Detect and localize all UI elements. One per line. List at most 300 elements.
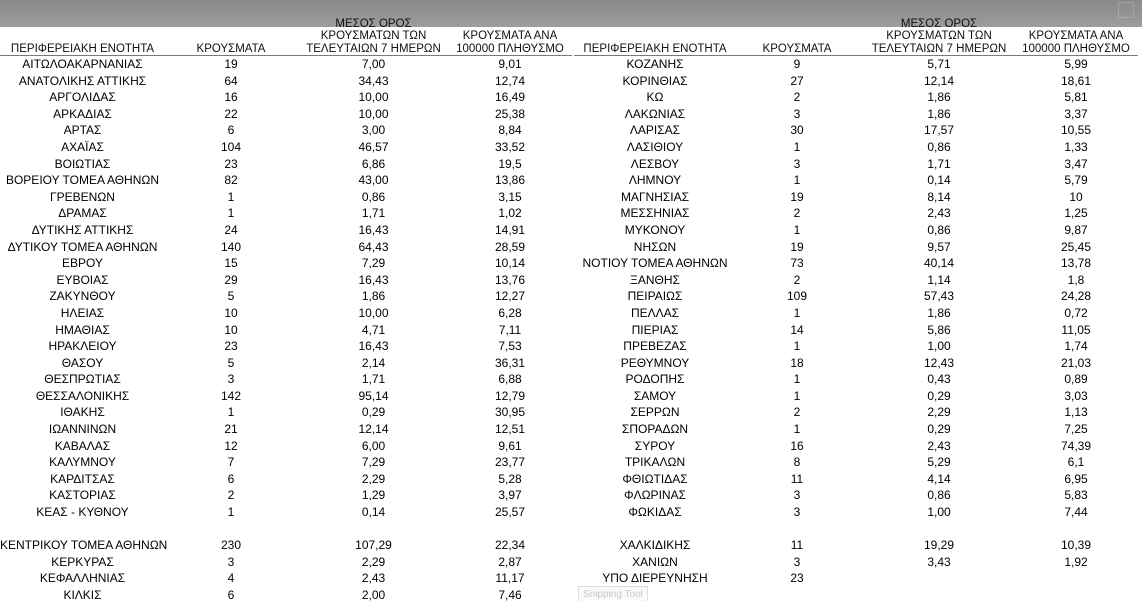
table-row: [574, 272, 1138, 289]
avg-7-days-cell: 0,14: [361, 505, 386, 520]
avg-7-days-cell: 46,57: [358, 139, 389, 154]
cases-cell: 3: [793, 488, 801, 503]
per-100k-cell: 11,05: [1061, 322, 1091, 337]
cases-cell: 109: [786, 289, 808, 304]
avg-7-days-cell: 9,57: [927, 239, 951, 254]
per-100k-cell: 9,61: [498, 438, 522, 453]
region-cell: ΠΕΛΛΑΣ: [630, 305, 680, 320]
avg-7-days-cell: 64,43: [358, 239, 389, 254]
avg-7-days-cell: 3,43: [927, 554, 951, 569]
region-cell: ΜΥΚΟΝΟΥ: [624, 222, 686, 237]
cases-cell: 24: [224, 222, 238, 237]
table-row: [0, 56, 572, 73]
snipping-tool-watermark: Snipping Tool: [578, 586, 648, 601]
region-cell: ΚΕΑΣ - ΚΥΘΝΟΥ: [36, 505, 129, 520]
avg-7-days-cell: 0,86: [927, 222, 951, 237]
avg-7-days-cell: 1,29: [361, 488, 386, 503]
avg-7-days-cell: 5,86: [927, 322, 951, 337]
region-cell: ΒΟΙΩΤΙΑΣ: [54, 156, 111, 171]
table-row: [0, 106, 572, 123]
avg-7-days-cell: 7,00: [361, 57, 386, 71]
avg-7-days-cell: 6,86: [361, 156, 386, 171]
per-100k-cell: 0,72: [1064, 305, 1088, 320]
table-body: [574, 56, 1138, 587]
cases-cell: 14: [790, 322, 804, 337]
avg-7-days-cell: 4,71: [361, 322, 386, 337]
avg-7-days-cell: 1,71: [361, 372, 386, 387]
cases-cell: 73: [790, 256, 804, 271]
cases-cell: 2: [793, 90, 801, 105]
region-cell: ΛΑΡΙΣΑΣ: [629, 123, 681, 138]
per-100k-cell: 6,1: [1067, 455, 1085, 470]
avg-7-days-cell: 43,00: [358, 173, 389, 188]
region-cell: ΚΑΒΑΛΑΣ: [54, 438, 111, 453]
table-row: [0, 371, 572, 388]
region-cell: ΚΑΡΔΙΤΣΑΣ: [50, 471, 115, 486]
avg-7-days-cell: 2,29: [361, 554, 386, 569]
cases-cell: 1: [793, 339, 801, 354]
per-100k-cell: 7,25: [1064, 422, 1088, 437]
cases-cell: 15: [224, 256, 238, 271]
table-left-half: [0, 9, 572, 601]
cases-cell: 27: [790, 73, 804, 88]
table-row: [0, 288, 572, 305]
header-cases-per-100k: ΚΡΟΥΣΜΑΤΑ ΑΝΑ 100000 ΠΛΗΘΥΣΜΟ: [1022, 30, 1130, 55]
cases-cell: 82: [224, 173, 238, 188]
table-spacer-row: [574, 521, 1138, 538]
table-row: [574, 106, 1138, 123]
region-cell: ΡΕΘΥΜΝΟΥ: [620, 355, 690, 370]
per-100k-cell: 1,33: [1064, 139, 1088, 154]
cases-cell: 5: [227, 289, 235, 304]
avg-7-days-cell: 0,86: [927, 488, 951, 503]
table-row: [574, 388, 1138, 405]
table-row: [574, 239, 1138, 256]
table-right-half: [574, 9, 1138, 587]
table-header: [0, 9, 572, 56]
region-cell: ΑΡΤΑΣ: [63, 123, 102, 138]
table-row: [0, 454, 572, 471]
table-row: [574, 189, 1138, 206]
per-100k-cell: 22,34: [494, 538, 526, 553]
avg-7-days-cell: 1,86: [927, 106, 951, 121]
table-row: [574, 404, 1138, 421]
table-row: [0, 421, 572, 438]
cases-cell: 5: [227, 355, 235, 370]
per-100k-cell: 11,17: [495, 571, 525, 586]
per-100k-cell: 6,88: [498, 372, 522, 387]
table-row: [0, 73, 572, 90]
table-row: [574, 322, 1138, 339]
avg-7-days-cell: 12,14: [358, 422, 389, 437]
per-100k-cell: 33,52: [494, 139, 526, 154]
per-100k-cell: 19,5: [498, 156, 522, 171]
per-100k-cell: 1,02: [498, 206, 522, 221]
table-row: [0, 255, 572, 272]
table-row: [0, 156, 572, 173]
table-row: [0, 189, 572, 206]
header-avg-7-days: ΜΕΣΟΣ ΟΡΟΣ ΚΡΟΥΣΜΑΤΩΝ ΤΩΝ ΤΕΛΕΥΤΑΙΩΝ 7 ΗΜΕΡΩΝ: [306, 17, 441, 55]
avg-7-days-cell: 2,43: [361, 571, 386, 586]
header-cases-per-100k: ΚΡΟΥΣΜΑΤΑ ΑΝΑ 100000 ΠΛΗΘΥΣΜΟ: [456, 30, 564, 55]
per-100k-cell: 7,46: [498, 588, 522, 601]
region-cell: ΣΕΡΡΩΝ: [630, 405, 680, 420]
avg-7-days-cell: 12,43: [923, 355, 955, 370]
region-cell: ΣΠΟΡΑΔΩΝ: [621, 422, 689, 437]
table-row: [0, 404, 572, 421]
per-100k-cell: 10,55: [1060, 123, 1092, 138]
region-cell: ΝΟΤΙΟΥ ΤΟΜΕΑ ΑΘΗΝΩΝ: [582, 256, 728, 271]
region-cell: ΕΒΡΟΥ: [62, 256, 103, 271]
avg-7-days-cell: 16,43: [358, 272, 389, 287]
cases-cell: 1: [793, 173, 801, 188]
region-cell: ΚΑΣΤΟΡΙΑΣ: [49, 488, 116, 503]
avg-7-days-cell: 0,86: [927, 139, 951, 154]
per-100k-cell: 18,61: [1060, 73, 1092, 88]
per-100k-cell: 23,77: [494, 455, 526, 470]
table-row: [0, 222, 572, 239]
per-100k-cell: 12,79: [494, 388, 526, 403]
avg-7-days-cell: 5,71: [927, 57, 951, 71]
cases-cell: 230: [220, 538, 242, 553]
avg-7-days-cell: 57,43: [923, 289, 955, 304]
per-100k-cell: 10: [1069, 189, 1083, 204]
per-100k-cell: 1,92: [1064, 554, 1088, 569]
cases-cell: 1: [793, 388, 801, 403]
per-100k-cell: 36,31: [494, 355, 526, 370]
cases-cell: 23: [790, 571, 804, 586]
avg-7-days-cell: 1,00: [927, 505, 951, 520]
table-spacer-row: [0, 521, 572, 538]
cases-cell: 6: [227, 123, 235, 138]
table-row: [0, 570, 572, 587]
avg-7-days-cell: 10,00: [358, 90, 389, 105]
cases-cell: 1: [793, 139, 801, 154]
table-row: [574, 487, 1138, 504]
table-row: [574, 122, 1138, 139]
table-row: [0, 355, 572, 372]
region-cell: ΚΑΛΥΜΝΟΥ: [49, 455, 116, 470]
cases-cell: 16: [224, 90, 238, 105]
per-100k-cell: 9,01: [498, 57, 522, 71]
avg-7-days-cell: 1,71: [927, 156, 951, 171]
header-avg-7-days: ΜΕΣΟΣ ΟΡΟΣ ΚΡΟΥΣΜΑΤΩΝ ΤΩΝ ΤΕΛΕΥΤΑΙΩΝ 7 ΗΜΕΡΩΝ: [871, 17, 1007, 55]
table-row: [0, 172, 572, 189]
per-100k-cell: 12,27: [494, 289, 526, 304]
table-row: [574, 222, 1138, 239]
cases-cell: 11: [790, 538, 804, 553]
region-cell: ΞΑΝΘΗΣ: [630, 272, 680, 287]
table-row: [0, 338, 572, 355]
per-100k-cell: 3,37: [1064, 106, 1088, 121]
region-cell: ΤΡΙΚΑΛΩΝ: [624, 455, 686, 470]
avg-7-days-cell: 1,14: [927, 272, 951, 287]
per-100k-cell: 21,03: [1060, 355, 1092, 370]
table-row: [574, 471, 1138, 488]
region-cell: ΚΕΦΑΛΛΗΝΙΑΣ: [39, 571, 126, 586]
region-cell: ΔΥΤΙΚΟΥ ΤΟΜΕΑ ΑΘΗΝΩΝ: [7, 239, 158, 254]
avg-7-days-cell: 5,29: [927, 455, 951, 470]
region-cell: ΘΕΣΣΑΛΟΝΙΚΗΣ: [35, 388, 130, 403]
table-row: [0, 205, 572, 222]
region-cell: ΓΡΕΒΕΝΩΝ: [50, 189, 115, 204]
per-100k-cell: 12,51: [494, 422, 526, 437]
avg-7-days-cell: 1,71: [361, 206, 386, 221]
per-100k-cell: 10,14: [494, 256, 526, 271]
table-row: [0, 504, 572, 521]
cases-cell: 1: [227, 189, 235, 204]
region-cell: ΛΑΚΩΝΙΑΣ: [624, 106, 686, 121]
per-100k-cell: 10,39: [1060, 538, 1092, 553]
region-cell: ΛΕΣΒΟΥ: [630, 156, 680, 171]
table-row: [574, 537, 1138, 554]
avg-7-days-cell: 7,29: [361, 256, 386, 271]
region-cell: ΚΕΡΚΥΡΑΣ: [51, 554, 114, 569]
per-100k-cell: 5,83: [1064, 488, 1088, 503]
avg-7-days-cell: 7,29: [361, 455, 386, 470]
table-row: [574, 288, 1138, 305]
per-100k-cell: 16,49: [494, 90, 526, 105]
region-cell: ΔΡΑΜΑΣ: [58, 206, 107, 221]
cases-cell: 22: [224, 106, 238, 121]
cases-cell: 3: [793, 554, 801, 569]
cases-cell: 1: [793, 422, 801, 437]
region-cell: ΗΜΑΘΙΑΣ: [55, 322, 110, 337]
avg-7-days-cell: 2,29: [927, 405, 951, 420]
region-cell: ΙΩΑΝΝΙΝΩΝ: [48, 422, 117, 437]
per-100k-cell: 9,87: [1064, 222, 1088, 237]
per-100k-cell: 30,95: [494, 405, 526, 420]
table-row: [0, 487, 572, 504]
per-100k-cell: 5,28: [498, 471, 522, 486]
region-cell: ΦΛΩΡΙΝΑΣ: [624, 488, 686, 503]
per-100k-cell: 13,86: [494, 173, 526, 188]
cases-cell: 3: [793, 156, 801, 171]
region-cell: ΥΠΟ ΔΙΕΡΕΥΝΗΣΗ: [602, 571, 708, 586]
per-100k-cell: 3,47: [1064, 156, 1088, 171]
avg-7-days-cell: 0,43: [927, 372, 951, 387]
table-row: [574, 255, 1138, 272]
cases-cell: 140: [220, 239, 242, 254]
cases-cell: 64: [224, 73, 238, 88]
avg-7-days-cell: 12,14: [923, 73, 955, 88]
table-row: [574, 172, 1138, 189]
table-row: [0, 537, 572, 554]
region-cell: ΣΥΡΟΥ: [634, 438, 676, 453]
table-row: [574, 73, 1138, 90]
per-100k-cell: 2,87: [498, 554, 522, 569]
avg-7-days-cell: 1,86: [361, 289, 386, 304]
table-row: [0, 388, 572, 405]
avg-7-days-cell: 2,00: [361, 588, 386, 601]
table-row: [574, 438, 1138, 455]
avg-7-days-cell: 2,14: [361, 355, 386, 370]
region-cell: ΦΩΚΙΔΑΣ: [628, 505, 682, 520]
table-header: [574, 9, 1138, 56]
avg-7-days-cell: 0,29: [361, 405, 386, 420]
region-cell: ΧΑΝΙΩΝ: [632, 554, 678, 569]
header-region: ΠΕΡΙΦΕΡΕΙΑΚΗ ΕΝΟΤΗΤΑ: [10, 42, 155, 55]
region-cell: ΣΑΜΟΥ: [633, 388, 677, 403]
region-cell: ΘΑΣΟΥ: [61, 355, 104, 370]
region-cell: ΑΡΓΟΛΙΔΑΣ: [49, 90, 116, 105]
avg-7-days-cell: 16,43: [358, 339, 389, 354]
table-row: [0, 239, 572, 256]
cases-cell: 2: [227, 488, 235, 503]
avg-7-days-cell: 6,00: [361, 438, 386, 453]
region-cell: ΑΡΚΑΔΙΑΣ: [53, 106, 112, 121]
header-cases: ΚΡΟΥΣΜΑΤΑ: [196, 42, 266, 55]
avg-7-days-cell: 1,86: [927, 90, 951, 105]
cases-cell: 30: [790, 123, 804, 138]
table-row: [574, 554, 1138, 571]
cases-cell: 19: [790, 189, 804, 204]
table-row: [574, 570, 1138, 587]
per-100k-cell: 24,28: [1060, 289, 1092, 304]
per-100k-cell: 3,15: [498, 189, 522, 204]
avg-7-days-cell: 3,00: [361, 123, 386, 138]
per-100k-cell: 0,89: [1064, 372, 1088, 387]
table-row: [574, 504, 1138, 521]
region-cell: ΠΙΕΡΙΑΣ: [631, 322, 679, 337]
table-row: [574, 89, 1138, 106]
table-row: [0, 471, 572, 488]
per-100k-cell: 1,8: [1067, 272, 1085, 287]
avg-7-days-cell: 0,14: [927, 173, 951, 188]
cases-cell: 4: [227, 571, 235, 586]
region-cell: ΜΑΓΝΗΣΙΑΣ: [620, 189, 690, 204]
per-100k-cell: 7,53: [498, 339, 522, 354]
table-row: [574, 338, 1138, 355]
region-cell: ΠΕΙΡΑΙΩΣ: [627, 289, 683, 304]
avg-7-days-cell: 10,00: [358, 305, 389, 320]
region-cell: ΡΟΔΟΠΗΣ: [625, 372, 685, 387]
cases-cell: 104: [220, 139, 242, 154]
per-100k-cell: 7,11: [498, 322, 522, 337]
cases-cell: 1: [227, 206, 235, 221]
table-row: [574, 421, 1138, 438]
avg-7-days-cell: 34,43: [358, 73, 389, 88]
table-row: [574, 139, 1138, 156]
cases-cell: 3: [793, 505, 801, 520]
header-cases: ΚΡΟΥΣΜΑΤΑ: [762, 42, 832, 55]
avg-7-days-cell: 0,29: [927, 422, 951, 437]
cases-cell: 16: [790, 438, 804, 453]
cases-cell: 7: [227, 455, 235, 470]
cases-cell: 12: [224, 438, 238, 453]
cases-cell: 1: [793, 222, 801, 237]
avg-7-days-cell: 0,29: [927, 388, 951, 403]
region-cell: ΘΕΣΠΡΩΤΙΑΣ: [44, 372, 121, 387]
cases-cell: 2: [793, 405, 801, 420]
region-cell: ΜΕΣΣΗΝΙΑΣ: [620, 206, 690, 221]
cases-cell: 3: [793, 106, 801, 121]
cases-cell: 142: [220, 388, 242, 403]
avg-7-days-cell: 2,43: [927, 206, 951, 221]
cases-cell: 8: [793, 455, 801, 470]
cases-cell: 3: [227, 372, 235, 387]
cases-cell: 6: [227, 471, 235, 486]
per-100k-cell: 1,74: [1064, 339, 1088, 354]
table-row: [0, 305, 572, 322]
cases-cell: 23: [224, 339, 238, 354]
table-row: [574, 156, 1138, 173]
per-100k-cell: 14,91: [494, 222, 526, 237]
per-100k-cell: 3,03: [1064, 388, 1088, 403]
per-100k-cell: 25,57: [494, 505, 526, 520]
table-row: [0, 139, 572, 156]
table-row: [0, 587, 572, 601]
table-row: [0, 122, 572, 139]
avg-7-days-cell: 8,14: [927, 189, 951, 204]
per-100k-cell: 12,74: [494, 73, 526, 88]
region-cell: ΑΙΤΩΛΟΑΚΑΡΝΑΝΙΑΣ: [22, 57, 143, 71]
region-cell: ΚΟΡΙΝΘΙΑΣ: [622, 73, 688, 88]
cases-cell: 1: [793, 372, 801, 387]
avg-7-days-cell: 1,86: [927, 305, 951, 320]
header-region: ΠΕΡΙΦΕΡΕΙΑΚΗ ΕΝΟΤΗΤΑ: [583, 42, 727, 55]
per-100k-cell: 6,28: [498, 305, 522, 320]
avg-7-days-cell: 107,29: [355, 538, 392, 553]
per-100k-cell: 74,39: [1060, 438, 1092, 453]
region-cell: ΚΙΛΚΙΣ: [63, 588, 102, 601]
avg-7-days-cell: 0,86: [361, 189, 386, 204]
per-100k-cell: 5,81: [1064, 90, 1088, 105]
region-cell: ΑΝΑΤΟΛΙΚΗΣ ΑΤΤΙΚΗΣ: [18, 73, 147, 88]
table-row: [0, 438, 572, 455]
region-cell: ΝΗΣΩΝ: [633, 239, 677, 254]
cases-cell: 2: [793, 206, 801, 221]
cases-cell: 2: [793, 272, 801, 287]
avg-7-days-cell: 4,14: [927, 471, 951, 486]
region-cell: ΒΟΡΕΙΟΥ ΤΟΜΕΑ ΑΘΗΝΩΝ: [5, 173, 160, 188]
per-100k-cell: 5,99: [1064, 57, 1088, 71]
cases-cell: 23: [224, 156, 238, 171]
region-cell: ΚΕΝΤΡΙΚΟΥ ΤΟΜΕΑ ΑΘΗΝΩΝ: [0, 538, 168, 553]
per-100k-cell: 13,78: [1060, 256, 1092, 271]
region-cell: ΦΘΙΩΤΙΔΑΣ: [622, 471, 688, 486]
region-cell: ΧΑΛΚΙΔΙΚΗΣ: [619, 538, 691, 553]
table-row: [574, 305, 1138, 322]
avg-7-days-cell: 2,29: [361, 471, 386, 486]
table-row: [574, 371, 1138, 388]
region-cell: ΠΡΕΒΕΖΑΣ: [623, 339, 687, 354]
table-row: [0, 272, 572, 289]
avg-7-days-cell: 95,14: [358, 388, 389, 403]
cases-cell: 10: [224, 322, 238, 337]
avg-7-days-cell: 17,57: [923, 123, 955, 138]
avg-7-days-cell: 16,43: [358, 222, 389, 237]
region-cell: ΛΑΣΙΘΙΟΥ: [626, 139, 684, 154]
per-100k-cell: 3,97: [498, 488, 522, 503]
cases-cell: 1: [793, 305, 801, 320]
avg-7-days-cell: 2,43: [927, 438, 951, 453]
region-cell: ΚΩ: [646, 90, 664, 105]
cases-cell: 6: [227, 588, 235, 601]
cases-cell: 21: [224, 422, 238, 437]
per-100k-cell: 1,25: [1064, 206, 1088, 221]
per-100k-cell: 25,38: [494, 106, 526, 121]
cases-cell: 1: [227, 505, 235, 520]
table-body: [0, 56, 572, 601]
per-100k-cell: 25,45: [1060, 239, 1092, 254]
cases-cell: 18: [790, 355, 804, 370]
per-100k-cell: 5,79: [1064, 173, 1088, 188]
avg-7-days-cell: 40,14: [923, 256, 955, 271]
region-cell: ΗΡΑΚΛΕΙΟΥ: [48, 339, 117, 354]
avg-7-days-cell: 1,00: [927, 339, 951, 354]
table-row: [0, 322, 572, 339]
